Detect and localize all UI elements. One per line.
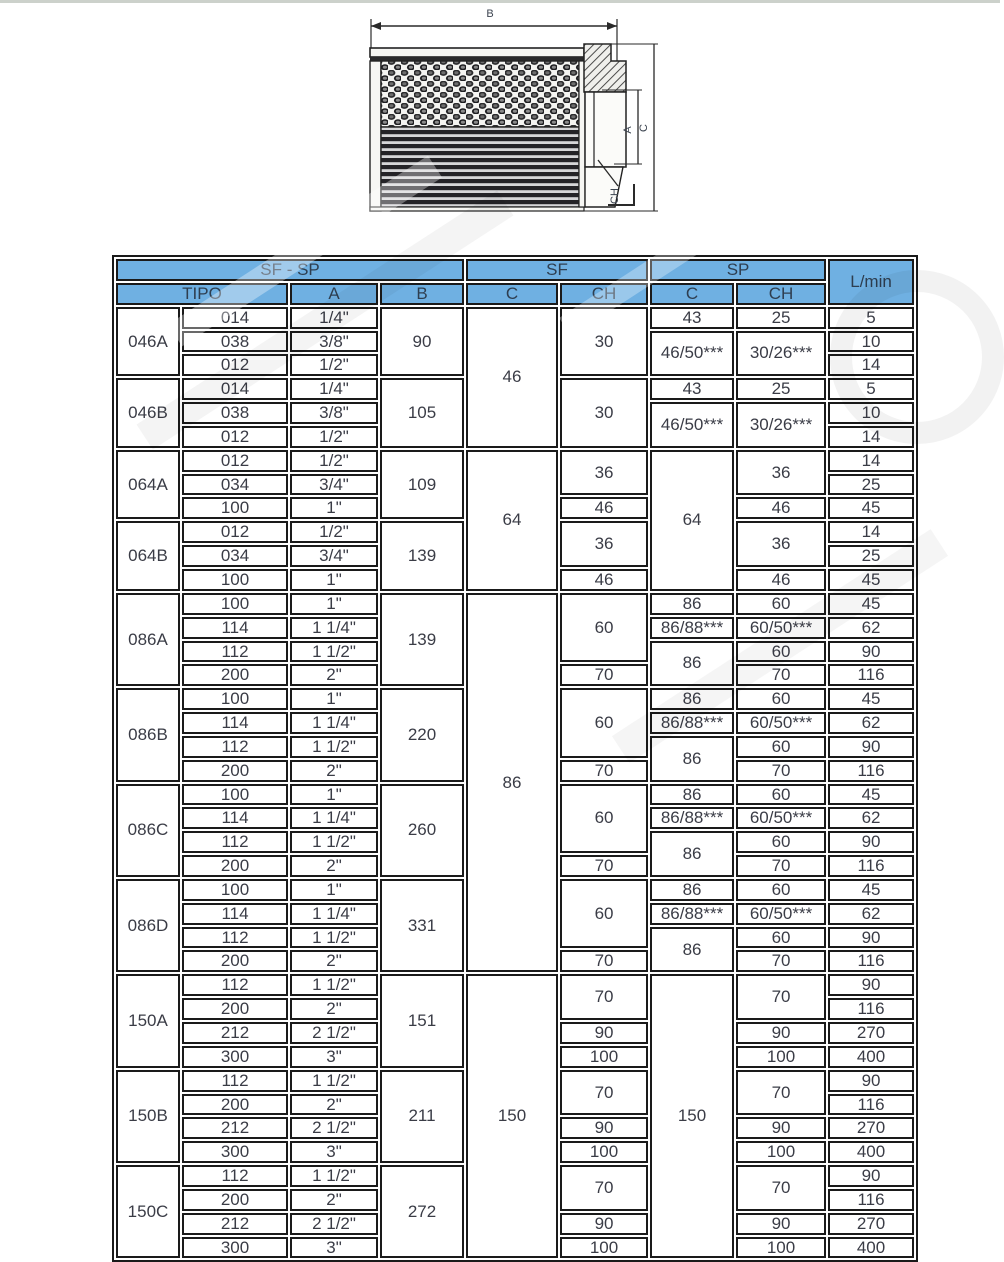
cell-code: 012 [182, 450, 288, 472]
header-b: B [380, 283, 464, 305]
cell-b: 151 [380, 974, 464, 1067]
cell-a: 2" [290, 950, 378, 972]
cell-a: 1" [290, 569, 378, 591]
cell-code: 038 [182, 402, 288, 424]
cell-spch: 70 [736, 855, 826, 877]
cell-code: 300 [182, 1237, 288, 1259]
cell-code: 200 [182, 664, 288, 686]
cell-a: 3/8" [290, 331, 378, 353]
spec-table-header [116, 259, 914, 305]
cell-code: 112 [182, 974, 288, 996]
cell-spc: 64 [650, 450, 734, 591]
cell-lmin: 400 [828, 1141, 914, 1163]
cell-code: 014 [182, 378, 288, 400]
cell-a: 1 1/4" [290, 903, 378, 925]
cell-spch: 46 [736, 569, 826, 591]
cell-lmin: 116 [828, 950, 914, 972]
cell-lmin: 62 [828, 807, 914, 829]
cell-spch: 90 [736, 1117, 826, 1139]
cell-a: 1/2" [290, 426, 378, 448]
cell-sfch: 70 [560, 855, 648, 877]
cell-spch: 60/50*** [736, 712, 826, 734]
cell-a: 1 1/2" [290, 641, 378, 663]
cell-code: 038 [182, 331, 288, 353]
filter-top-cap [370, 48, 584, 57]
cell-a: 3" [290, 1141, 378, 1163]
cell-spch: 70 [736, 974, 826, 1020]
spec-table-wrap [112, 255, 918, 1262]
cell-tipo: 064A [116, 450, 180, 520]
cell-code: 200 [182, 950, 288, 972]
cell-sfch: 46 [560, 497, 648, 519]
cell-lmin: 14 [828, 426, 914, 448]
cell-code: 112 [182, 736, 288, 758]
cell-lmin: 62 [828, 903, 914, 925]
cell-lmin: 45 [828, 879, 914, 901]
cell-b: 220 [380, 688, 464, 781]
cell-spch: 100 [736, 1141, 826, 1163]
cell-sfch: 90 [560, 1022, 648, 1044]
cell-a: 1 1/2" [290, 736, 378, 758]
hex-fitting [585, 92, 626, 167]
cell-tipo: 150C [116, 1165, 180, 1258]
cell-b: 272 [380, 1165, 464, 1258]
cell-sfch: 36 [560, 450, 648, 496]
header-sf: SF [466, 259, 648, 281]
cell-code: 012 [182, 521, 288, 543]
cell-a: 1 1/4" [290, 807, 378, 829]
cell-a: 1" [290, 688, 378, 710]
cell-lmin: 25 [828, 474, 914, 496]
header-row-columns [116, 283, 914, 305]
table-row [116, 593, 914, 615]
cell-lmin: 90 [828, 736, 914, 758]
cell-lmin: 90 [828, 641, 914, 663]
cell-lmin: 14 [828, 354, 914, 376]
cell-a: 1/4" [290, 378, 378, 400]
cell-code: 100 [182, 497, 288, 519]
cell-lmin: 10 [828, 402, 914, 424]
cell-spc: 86 [650, 593, 734, 615]
cell-code: 200 [182, 855, 288, 877]
cell-lmin: 116 [828, 855, 914, 877]
cell-spch: 60 [736, 879, 826, 901]
cell-a: 2" [290, 998, 378, 1020]
cell-code: 114 [182, 903, 288, 925]
cell-b: 260 [380, 784, 464, 877]
cell-sfc: 86 [466, 593, 558, 973]
cell-a: 1" [290, 879, 378, 901]
thread-boss [584, 44, 626, 92]
header-lmin: L/min [828, 259, 914, 305]
header-ch-sp: CH [736, 283, 826, 305]
cell-lmin: 90 [828, 1070, 914, 1092]
cell-sfch: 70 [560, 1165, 648, 1211]
cell-sfc: 64 [466, 450, 558, 591]
cell-tipo: 046A [116, 307, 180, 377]
cell-a: 1/2" [290, 521, 378, 543]
cell-a: 2" [290, 855, 378, 877]
cell-a: 1 1/4" [290, 712, 378, 734]
dimension-label-c: C [638, 124, 650, 132]
cell-code: 100 [182, 569, 288, 591]
header-c-sf: C [466, 283, 558, 305]
cell-spch: 70 [736, 1165, 826, 1211]
cell-code: 100 [182, 784, 288, 806]
cell-code: 200 [182, 760, 288, 782]
cell-code: 212 [182, 1213, 288, 1235]
cell-code: 114 [182, 712, 288, 734]
cell-code: 100 [182, 688, 288, 710]
cell-code: 014 [182, 307, 288, 329]
cell-lmin: 116 [828, 760, 914, 782]
cell-a: 3" [290, 1237, 378, 1259]
cell-a: 1 1/4" [290, 617, 378, 639]
cell-spch: 60 [736, 784, 826, 806]
spec-table-body [116, 307, 914, 1259]
cell-spch: 60 [736, 593, 826, 615]
cell-code: 212 [182, 1022, 288, 1044]
cell-code: 200 [182, 1094, 288, 1116]
cell-a: 3" [290, 1046, 378, 1068]
cell-code: 012 [182, 354, 288, 376]
cell-lmin: 5 [828, 378, 914, 400]
cell-lmin: 10 [828, 331, 914, 353]
cell-spch: 46 [736, 497, 826, 519]
cell-a: 1" [290, 784, 378, 806]
cell-a: 1" [290, 593, 378, 615]
cell-lmin: 116 [828, 998, 914, 1020]
cell-lmin: 90 [828, 831, 914, 853]
cell-b: 331 [380, 879, 464, 972]
header-ch-sf: CH [560, 283, 648, 305]
cell-lmin: 116 [828, 664, 914, 686]
cell-lmin: 90 [828, 927, 914, 949]
cell-spch: 60 [736, 641, 826, 663]
cell-tipo: 086B [116, 688, 180, 781]
filter-drawing-svg [362, 4, 664, 219]
cell-tipo: 046B [116, 378, 180, 448]
header-sp: SP [650, 259, 826, 281]
cell-sfc: 150 [466, 974, 558, 1258]
cell-a: 1 1/2" [290, 974, 378, 996]
cell-lmin: 45 [828, 688, 914, 710]
cell-spch: 25 [736, 378, 826, 400]
cell-tipo: 064B [116, 521, 180, 591]
cell-sfch: 100 [560, 1141, 648, 1163]
header-row-groups [116, 259, 914, 281]
cell-spc: 86 [650, 879, 734, 901]
cell-sfch: 70 [560, 974, 648, 1020]
cell-code: 114 [182, 807, 288, 829]
cell-spc: 86 [650, 927, 734, 973]
cell-sfch: 90 [560, 1117, 648, 1139]
cell-tipo: 086D [116, 879, 180, 972]
cell-sfch: 36 [560, 521, 648, 567]
cell-spc: 86 [650, 784, 734, 806]
cell-a: 2" [290, 664, 378, 686]
cell-spch: 60 [736, 688, 826, 710]
cell-a: 1/4" [290, 307, 378, 329]
cell-spch: 70 [736, 1070, 826, 1116]
header-a: A [290, 283, 378, 305]
page-top-edge [0, 0, 1000, 3]
cell-sfch: 90 [560, 1213, 648, 1235]
cell-lmin: 45 [828, 569, 914, 591]
cell-sfch: 70 [560, 760, 648, 782]
cell-sfch: 70 [560, 664, 648, 686]
cell-spch: 70 [736, 664, 826, 686]
cell-lmin: 270 [828, 1022, 914, 1044]
cell-spc: 86/88*** [650, 712, 734, 734]
cell-b: 90 [380, 307, 464, 377]
cell-b: 105 [380, 378, 464, 448]
cell-a: 1/2" [290, 450, 378, 472]
cell-a: 1 1/2" [290, 1070, 378, 1092]
cell-code: 012 [182, 426, 288, 448]
cell-lmin: 116 [828, 1094, 914, 1116]
cell-tipo: 086A [116, 593, 180, 686]
table-row [116, 450, 914, 472]
cell-spch: 60/50*** [736, 617, 826, 639]
cell-code: 100 [182, 593, 288, 615]
cell-lmin: 62 [828, 617, 914, 639]
cell-sfch: 30 [560, 378, 648, 448]
cell-code: 112 [182, 1165, 288, 1187]
cell-code: 300 [182, 1141, 288, 1163]
cell-spch: 60 [736, 927, 826, 949]
cell-spc: 150 [650, 974, 734, 1258]
cell-tipo: 150B [116, 1070, 180, 1163]
header-c-sp: C [650, 283, 734, 305]
cell-code: 114 [182, 617, 288, 639]
cell-sfch: 30 [560, 307, 648, 377]
cell-lmin: 90 [828, 974, 914, 996]
cell-sfch: 100 [560, 1046, 648, 1068]
cell-sfch: 60 [560, 688, 648, 758]
cell-tipo: 150A [116, 974, 180, 1067]
cell-b: 211 [380, 1070, 464, 1163]
cell-sfch: 60 [560, 784, 648, 854]
cell-sfch: 46 [560, 569, 648, 591]
cell-b: 139 [380, 521, 464, 591]
cell-lmin: 14 [828, 521, 914, 543]
cell-spc: 43 [650, 378, 734, 400]
cell-a: 1" [290, 497, 378, 519]
filter-bottom-edge [370, 207, 584, 211]
cell-spch: 25 [736, 307, 826, 329]
cell-spc: 86 [650, 736, 734, 782]
cell-a: 2" [290, 1189, 378, 1211]
cell-spc: 86/88*** [650, 617, 734, 639]
cell-code: 300 [182, 1046, 288, 1068]
cell-b: 139 [380, 593, 464, 686]
table-row [116, 307, 914, 329]
cell-lmin: 400 [828, 1046, 914, 1068]
cell-sfch: 60 [560, 879, 648, 949]
header-tipo: TIPO [116, 283, 288, 305]
cell-spc: 86/88*** [650, 903, 734, 925]
filter-ribs [381, 127, 579, 207]
cell-spch: 36 [736, 450, 826, 496]
cell-a: 2 1/2" [290, 1213, 378, 1235]
cell-lmin: 25 [828, 545, 914, 567]
filter-left-plate [370, 61, 381, 211]
cell-code: 200 [182, 998, 288, 1020]
cell-lmin: 5 [828, 307, 914, 329]
cell-lmin: 45 [828, 497, 914, 519]
cell-spc: 86 [650, 688, 734, 710]
cell-spch: 60 [736, 736, 826, 758]
cell-code: 112 [182, 1070, 288, 1092]
cell-b: 109 [380, 450, 464, 520]
table-row [116, 974, 914, 996]
cell-spc: 86 [650, 831, 734, 877]
cell-code: 112 [182, 641, 288, 663]
cell-lmin: 116 [828, 1189, 914, 1211]
cell-spc: 46/50*** [650, 402, 734, 448]
cell-spc: 86 [650, 641, 734, 687]
cell-lmin: 400 [828, 1237, 914, 1259]
cell-code: 212 [182, 1117, 288, 1139]
cell-spch: 90 [736, 1213, 826, 1235]
cell-lmin: 14 [828, 450, 914, 472]
cell-spch: 100 [736, 1237, 826, 1259]
cell-sfch: 60 [560, 593, 648, 663]
cell-a: 3/4" [290, 545, 378, 567]
cell-a: 1 1/2" [290, 1165, 378, 1187]
filter-mesh [381, 61, 579, 127]
cell-a: 3/4" [290, 474, 378, 496]
cell-spc: 43 [650, 307, 734, 329]
cell-a: 2 1/2" [290, 1117, 378, 1139]
spec-table [112, 255, 918, 1262]
cell-sfc: 46 [466, 307, 558, 448]
cell-a: 1 1/2" [290, 927, 378, 949]
cell-tipo: 086C [116, 784, 180, 877]
cell-spch: 90 [736, 1022, 826, 1044]
cell-a: 2" [290, 1094, 378, 1116]
cell-spch: 60 [736, 831, 826, 853]
cell-a: 2" [290, 760, 378, 782]
filter-drawing [362, 4, 664, 219]
cell-a: 1/2" [290, 354, 378, 376]
cell-code: 112 [182, 927, 288, 949]
cell-sfch: 100 [560, 1237, 648, 1259]
cell-spc: 86/88*** [650, 807, 734, 829]
cell-code: 112 [182, 831, 288, 853]
cell-lmin: 270 [828, 1117, 914, 1139]
cell-a: 1 1/2" [290, 831, 378, 853]
cell-lmin: 45 [828, 784, 914, 806]
cell-sfch: 70 [560, 950, 648, 972]
cell-lmin: 45 [828, 593, 914, 615]
cell-a: 2 1/2" [290, 1022, 378, 1044]
cell-a: 3/8" [290, 402, 378, 424]
dimension-label-ch: CH [609, 188, 621, 204]
cell-code: 100 [182, 879, 288, 901]
dimension-label-b: B [486, 8, 494, 20]
cell-spc: 46/50*** [650, 331, 734, 377]
header-sf-sp: SF - SP [116, 259, 464, 281]
cell-code: 034 [182, 474, 288, 496]
cell-lmin: 62 [828, 712, 914, 734]
cell-lmin: 270 [828, 1213, 914, 1235]
cell-spch: 60/50*** [736, 903, 826, 925]
cell-spch: 100 [736, 1046, 826, 1068]
cell-code: 034 [182, 545, 288, 567]
cell-spch: 30/26*** [736, 402, 826, 448]
cell-spch: 70 [736, 760, 826, 782]
cell-sfch: 70 [560, 1070, 648, 1116]
cell-spch: 60/50*** [736, 807, 826, 829]
cell-code: 200 [182, 1189, 288, 1211]
cell-spch: 30/26*** [736, 331, 826, 377]
cell-spch: 36 [736, 521, 826, 567]
cell-spch: 70 [736, 950, 826, 972]
cell-lmin: 90 [828, 1165, 914, 1187]
dimension-label-a: A [622, 126, 634, 134]
